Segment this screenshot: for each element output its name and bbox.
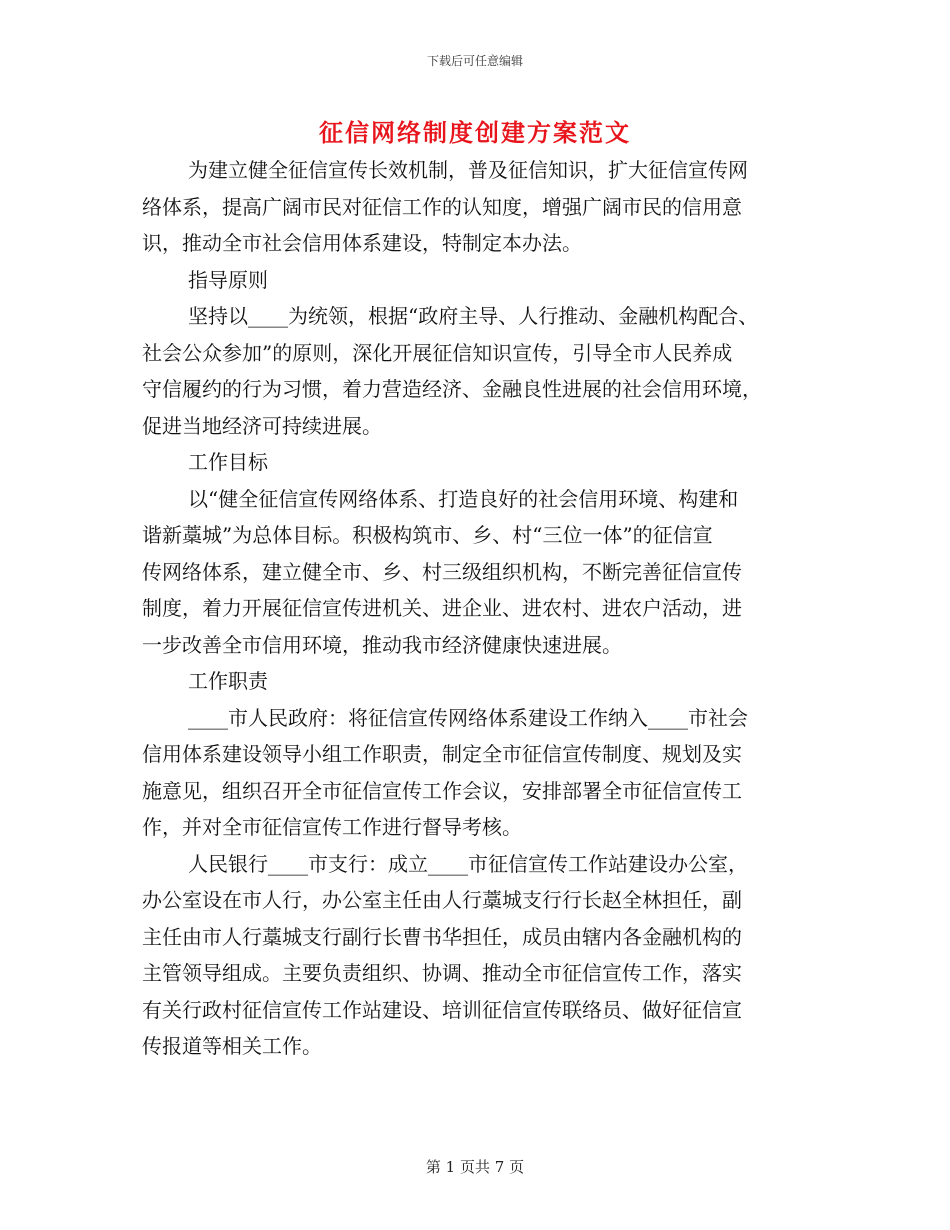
text-line: 守信履约的行为习惯，着力营造经济、金融良性进展的社会信用环境，	[142, 377, 762, 401]
text-line: 有关行政村征信宣传工作站建设、培训征信宣传联络员、做好征信宣	[142, 997, 742, 1022]
text-line: 络体系，提高广阔市民对征信工作的认知度，增强广阔市民的信用意	[142, 194, 742, 219]
paragraph	[142, 444, 808, 481]
text-line: 促进当地经济可持续进展。	[142, 413, 382, 438]
text-line: 主管领导组成。主要负责组织、协调、推动全市征信宣传工作，落实	[142, 961, 742, 985]
text-line: 坚持以____为统领，根据“政府主导、人行推动、金融机构配合、	[188, 304, 759, 328]
text-line: 作，并对全市征信宣传工作进行督导考核。	[142, 815, 522, 839]
paragraph	[142, 700, 808, 846]
header-note: 下载后可任意编辑	[426, 54, 523, 68]
paragraph	[142, 663, 808, 700]
text-line: 指导原则	[188, 267, 268, 292]
text-line: ____市人民政府：将征信宣传网络体系建设工作纳入____市社会	[188, 705, 748, 730]
text-line: 为建立健全征信宣传长效机制，普及征信知识，扩大征信宣传网	[188, 158, 748, 182]
text-line: 识，推动全市社会信用体系建设，特制定本办法。	[142, 231, 582, 255]
text-line: 工作职责	[188, 669, 268, 693]
paragraph	[142, 262, 808, 299]
text-line: 传报道等相关工作。	[142, 1034, 322, 1058]
paragraph	[142, 298, 808, 444]
text-line: 社会公众参加”的原则，深化开展征信知识宣传，引导全市人民养成	[142, 340, 733, 365]
text-line: 人民银行____市支行：成立____市征信宣传工作站建设办公室，	[188, 851, 748, 876]
text-line: 制度，着力开展征信宣传进机关、进企业、进农村、进农户活动，进	[142, 596, 742, 620]
document-body	[142, 152, 808, 1065]
text-line: 一步改善全市信用环境，推动我市经济健康快速进展。	[142, 632, 622, 657]
paragraph	[142, 481, 808, 664]
page-title: 征信网络制度创建方案范文	[319, 118, 631, 147]
text-line: 主任由市人行藁城支行副行长曹书华担任，成员由辖内各金融机构的	[142, 924, 742, 949]
text-line: 信用体系建设领导小组工作职责，制定全市征信宣传制度、规划及实	[142, 742, 742, 766]
text-line: 谐新藁城”为总体目标。积极构筑市、乡、村“三位一体”的征信宣	[142, 523, 713, 547]
page-number-footer: 第 1 页共 7 页	[425, 1158, 525, 1176]
text-line: 以“健全征信宣传网络体系、打造良好的社会信用环境、构建和	[188, 486, 739, 511]
text-line: 传网络体系，建立健全市、乡、村三级组织机构，不断完善征信宣传	[142, 559, 742, 584]
text-line: 施意见，组织召开全市征信宣传工作会议，安排部署全市征信宣传工	[142, 778, 742, 803]
text-line: 办公室设在市人行，办公室主任由人行藁城支行行长赵全林担任，副	[142, 888, 742, 912]
text-line: 工作目标	[188, 450, 268, 474]
paragraph	[142, 152, 808, 262]
paragraph	[142, 846, 808, 1065]
